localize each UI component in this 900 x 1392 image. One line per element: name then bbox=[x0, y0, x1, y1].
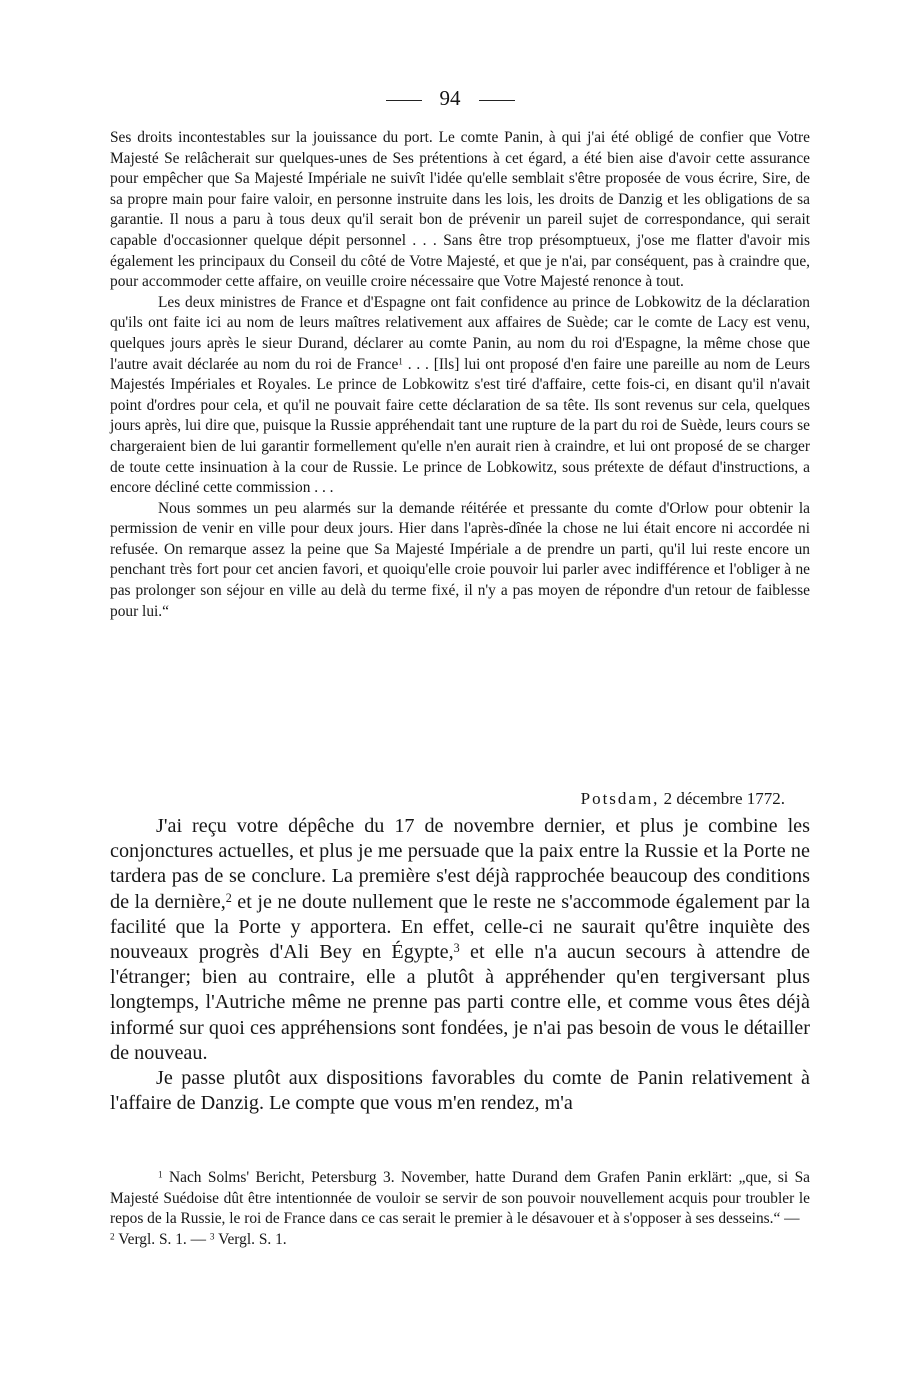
dateline bbox=[581, 788, 785, 810]
reply-paragraph-2: Je passe plutôt aux dispositions favorables du comte de Panin relativement à l'affaire de Danzig. Le compte que vous m'en rendez, m'a bbox=[110, 1067, 810, 1115]
footnote-ref-3: 3 bbox=[453, 940, 460, 955]
report-paragraph-2 bbox=[110, 293, 810, 499]
reply-paragraph-1-part-3: et elle n'a aucun secours à attendre de l'étranger; bien au contraire, elle a plutôt à appréhender qu'en tergiversant plus longtemps, l'Autriche même ne prenne pas parti contre elle, et comme vous êtes déjà informé sur quoi ces appréhensions sont fondées, je n'ai pas besoin de vous le détailler de nouveau. bbox=[110, 941, 810, 1064]
dateline-date: 2 décembre 1772. bbox=[663, 789, 785, 808]
reply-paragraph-1 bbox=[110, 814, 810, 1066]
report-paragraph-2-part-2: . . . [Ils] lui ont proposé d'en faire une pareille au nom de Leurs Majestés Impériales et Royales. Le prince de Lobkowitz s'est tiré d'affaire, cette fois-ci, en disant qu'il n'avait point d'ordres pour cela, et qu'il ne pouvait faire cette déclaration de sa tête. Ils sont revenus sur cela, quelques jours après, lui dire que, puisque la Russie appréhendait tant une rupture de la part du roi de Suède, leurs cours se chargeraient bien de lui garantir formellement qu'elle n'en aurait rien à craindre, et lui ont proposé de se charger de toute cette insinuation à la cour de Russie. Le prince de Lobkowitz, sous prétexte de défaut d'instructions, a encore décliné cette commission . . . bbox=[110, 355, 810, 497]
quoted-report bbox=[110, 128, 810, 622]
royal-reply bbox=[110, 814, 810, 1116]
footnotes bbox=[110, 1168, 810, 1250]
dateline-place: Potsdam, bbox=[580, 789, 660, 808]
page-number: 94 bbox=[439, 86, 461, 110]
footnote-2-mark: 2 bbox=[110, 1231, 115, 1242]
report-paragraph-3: Nous sommes un peu alarmés sur la demande réitérée et pressante du comte d'Orlow pour obtenir la permission de venir en ville pour deux jours. Hier dans l'après-dînée la chose ne lui était encore ni accordée ni refusée. On remarque assez la peine que Sa Majesté Impériale a de prendre un parti, qu'il lui reste encore un penchant très fort pour cet ancien favori, et quoiqu'elle croie pouvoir lui parler avec indifférence et l'obliger à ne pas prolonger son séjour en ville au delà du terme fixé, il n'y a pas moyen de répondre d'un retour de faiblesse pour lui.“ bbox=[110, 499, 810, 620]
report-paragraph-2-part-1: Les deux ministres de France et d'Espagne ont fait confidence au prince de Lobkowitz de la déclaration qu'ils ont faite ici au nom de leurs maîtres relativement aux affaires de Suède; car le comte de Lacy est venu, quelques jours après le sieur Durand, déclarer au comte Panin, au nom du roi d'Espagne, la même chose que l'autre avait déclarée au nom du roi de France bbox=[110, 293, 810, 373]
header-rule-left bbox=[386, 100, 422, 101]
footnote-1-text: Nach Solms' Bericht, Petersburg 3. November, hatte Durand dem Grafen Panin erklärt: „que, si Sa Majesté Suédoise dût être intentionnée de vouloir se servir de son pouvoir nouvellement acquis pour troubler le repos de la Russie, le roi de France dans ce cas serait le premier à le désavouer et à s'opposer à ses desseins.“ — bbox=[110, 1169, 810, 1228]
footnote-2-text: Vergl. S. 1. — bbox=[118, 1230, 206, 1248]
footnote-ref-2: 2 bbox=[225, 890, 232, 905]
header-rule-right bbox=[479, 100, 515, 101]
page-header bbox=[0, 86, 900, 110]
footnote-3-text: Vergl. S. 1. bbox=[218, 1230, 287, 1248]
reply-paragraph-1-part-1: J'ai reçu votre dépêche du 17 de novembre dernier, et plus je combine les conjonctures actuelles, et plus je me persuade que la paix entre la Russie et la Porte ne tardera pas de se conclure. La première s'est déjà rapprochée beaucoup des conditions de la dernière, bbox=[110, 815, 810, 913]
footnote-ref-1: 1 bbox=[398, 355, 403, 366]
reply-paragraph-1-part-2: et je ne doute nullement que le reste ne s'accommode également par la facilité que la Porte y apportera. En effet, celle-ci ne saurait qu'être inquiète des nouveaux progrès d'Ali Bey en Égypte, bbox=[110, 890, 810, 964]
report-paragraph-1: Ses droits incontestables sur la jouissance du port. Le comte Panin, à qui j'ai été obligé de confier que Votre Majesté Se relâcherait sur quelques-unes de Ses prétentions à cet égard, a été bien aise d'avoir cette assurance pour empêcher que Sa Majesté Impériale ne suivît l'idée qu'elle semblait s'être proposée de vous écrire, Sire, de sa propre main pour faire valoir, en personne instruite dans les lois, les droits de Danzig et les obligations de sa garantie. Il nous a paru à tous deux qu'il serait bon de prévenir un pareil sujet de correspondance, qui serait capable d'occasionner quelque dépit personnel . . . Sans être trop présomptueux, j'ose me flatter d'avoir mis également les principaux du Conseil du côté de Votre Majesté, et que je n'ai, par conséquent, pas à craindre que, pour accommoder cette affaire, on veuille croire nécessaire que Votre Majesté renonce à tout. bbox=[110, 129, 810, 291]
footnote-1-mark: 1 bbox=[158, 1169, 163, 1180]
footnote-2-3 bbox=[110, 1230, 810, 1251]
footnote-3-mark: 3 bbox=[209, 1231, 215, 1242]
footnote-1 bbox=[110, 1168, 810, 1230]
